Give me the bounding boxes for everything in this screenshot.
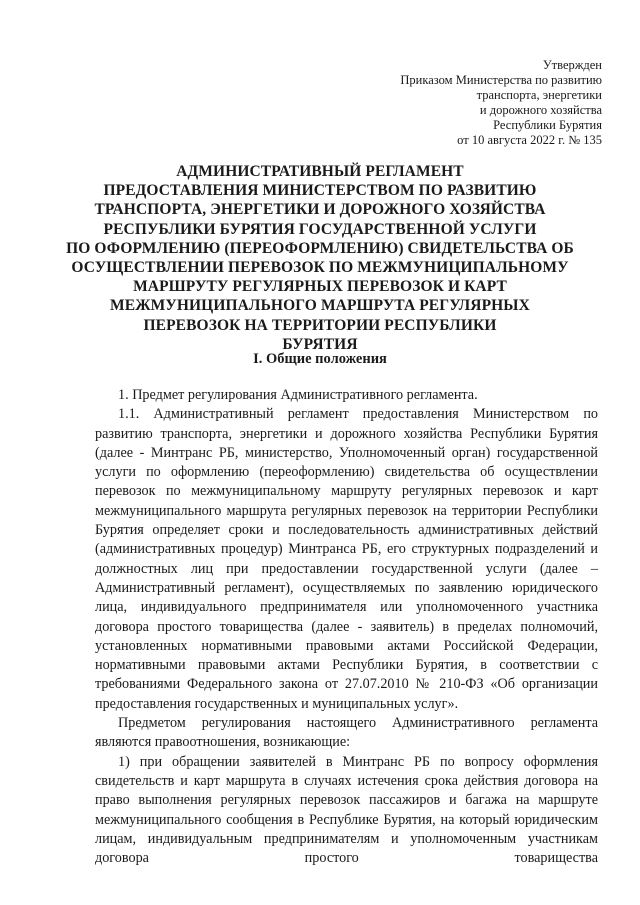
- approval-line: Приказом Министерства по развитию: [400, 73, 602, 87]
- title-line: ТРАНСПОРТА, ЭНЕРГЕТИКИ И ДОРОЖНОГО ХОЗЯЙСТВА: [94, 201, 546, 219]
- approval-stamp: [372, 58, 602, 148]
- title-line: ПРЕДОСТАВЛЕНИЯ МИНИСТЕРСТВОМ ПО РАЗВИТИЮ: [103, 182, 537, 200]
- title-line: РЕСПУБЛИКИ БУРЯТИЯ ГОСУДАРСТВЕННОЙ УСЛУГИ: [103, 220, 537, 238]
- paragraph: Предметом регулирования настоящего Административного регламента являются правоотношения, возникающие:: [95, 715, 598, 751]
- paragraph: 1) при обращении заявителей в Минтранс РБ по вопросу оформления свидетельств и карт маршрута в случаях истечения срока действия договора на право выполнения регулярных перевозок пассажиров и багажа на маршруте межмуниципального сообщения в Республике Бурятия, на который юридическим лицам, индивидуальным предпринимателям и уполномоченным участникам договора простого товарищества: [95, 753, 598, 867]
- approval-line: Республики Бурятия: [493, 118, 602, 132]
- approval-line: Утвержден: [542, 58, 602, 72]
- approval-line: от 10 августа 2022 г. № 135: [457, 133, 602, 147]
- section-heading: I. Общие положения: [253, 351, 387, 367]
- title-line: ПЕРЕВОЗОК НА ТЕРРИТОРИИ РЕСПУБЛИКИ: [143, 316, 497, 334]
- approval-line: транспорта, энергетики: [476, 88, 602, 102]
- title-line: ПО ОФОРМЛЕНИЮ (ПЕРЕОФОРМЛЕНИЮ) СВИДЕТЕЛЬСТВА ОБ: [66, 239, 574, 257]
- body-text: [95, 386, 598, 868]
- title-line: АДМИНИСТРАТИВНЫЙ РЕГЛАМЕНТ: [176, 163, 464, 180]
- title-line: БУРЯТИЯ: [282, 335, 358, 353]
- title-line: ОСУЩЕСТВЛЕНИИ ПЕРЕВОЗОК ПО МЕЖМУНИЦИПАЛЬНОМУ: [71, 259, 569, 277]
- title-line: МЕЖМУНИЦИПАЛЬНОГО МАРШРУТА РЕГУЛЯРНЫХ: [110, 297, 530, 315]
- approval-line: и дорожного хозяйства: [479, 103, 602, 117]
- paragraph: 1. Предмет регулирования Административного регламента.: [118, 387, 478, 403]
- document-title: [60, 162, 580, 354]
- title-line: МАРШРУТУ РЕГУЛЯРНЫХ ПЕРЕВОЗОК И КАРТ: [133, 278, 507, 296]
- paragraph: 1.1. Административный регламент предоставления Министерством по развитию транспорта, энергетики и дорожного хозяйства Республики Бурятия (далее - Минтранс РБ, министерство, Уполномоченный орган) государственной услуги по оформлению (переоформлению) свидетельства об осуществлении перевозок по межмуниципальному маршруту регулярных перевозок и карт межмуниципального маршрута регулярных перевозок на территории Республики Бурятия определяет сроки и последовательность административных действий (административных процедур) Минтранса РБ, его структурных подразделений и должностных лиц при предоставлении государственной услуги (далее – Административный регламент), осуществляемых по заявлению юридического лица, индивидуального предпринимателя или уполномоченного участника договора простого товарищества (далее - заявитель) в пределах полномочий, установленных нормативными правовыми актами Российской Федерации, нормативными правовыми актами Республики Бурятия, в соответствии с требованиями Федерального закона от 27.07.2010 № 210-ФЗ «Об организации предоставления государственных и муниципальных услуг».: [95, 406, 598, 712]
